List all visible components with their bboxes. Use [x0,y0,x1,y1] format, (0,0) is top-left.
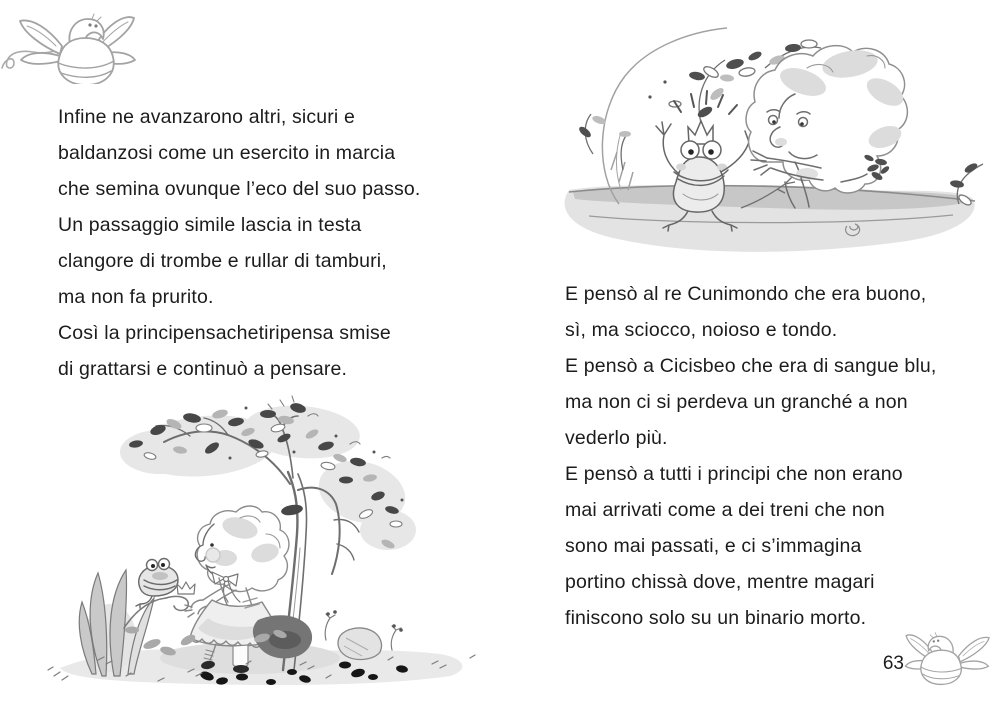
flying-snail-icon [0,6,140,84]
crown-in-hands [177,582,195,594]
story-line: di grattarsi e continuò a pensare. [58,358,348,380]
princess-reaching [746,46,908,208]
story-line: vederlo più. [565,427,668,449]
story-line: E pensò a tutti i principi che non erano [565,463,903,485]
branch-ground [565,185,975,252]
story-line: che semina ovunque l’eco del suo passo. [58,178,421,200]
story-line: portino chissà dove, mentre magari [565,571,875,593]
story-line: ma non ci si perdeva un granché a non [565,391,908,413]
story-line: E pensò a Cicisbeo che era di sangue blu, [565,355,937,377]
story-line: sì, ma sciocco, noioso e tondo. [565,319,838,341]
story-line: ma non fa prurito. [58,286,214,308]
page-number: 63 [882,653,904,674]
story-line: finiscono solo su un binario morto. [565,607,867,629]
story-line: Un passaggio simile lascia in testa [58,214,362,236]
story-line: E pensò al re Cunimondo che era buono, [565,283,927,305]
story-line: sono mai passati, e ci s’immagina [565,535,862,557]
princess-tree-illustration [40,388,485,688]
story-line: Così la principensachetiripensa smise [58,322,391,344]
snail-body [20,14,135,84]
story-line: Infine ne avanzarono altri, sicuri e [58,106,355,128]
story-line: mai arrivati come a dei treni che non [565,499,885,521]
right-page-paragraph [565,276,995,636]
princess-frog-illustration [555,12,985,268]
story-line: clangore di trombe e rullar di tamburi, [58,250,387,272]
story-line: baldanzosi come un esercito in marcia [58,142,396,164]
left-page-paragraph [58,99,498,387]
flying-snail-icon [893,622,995,690]
